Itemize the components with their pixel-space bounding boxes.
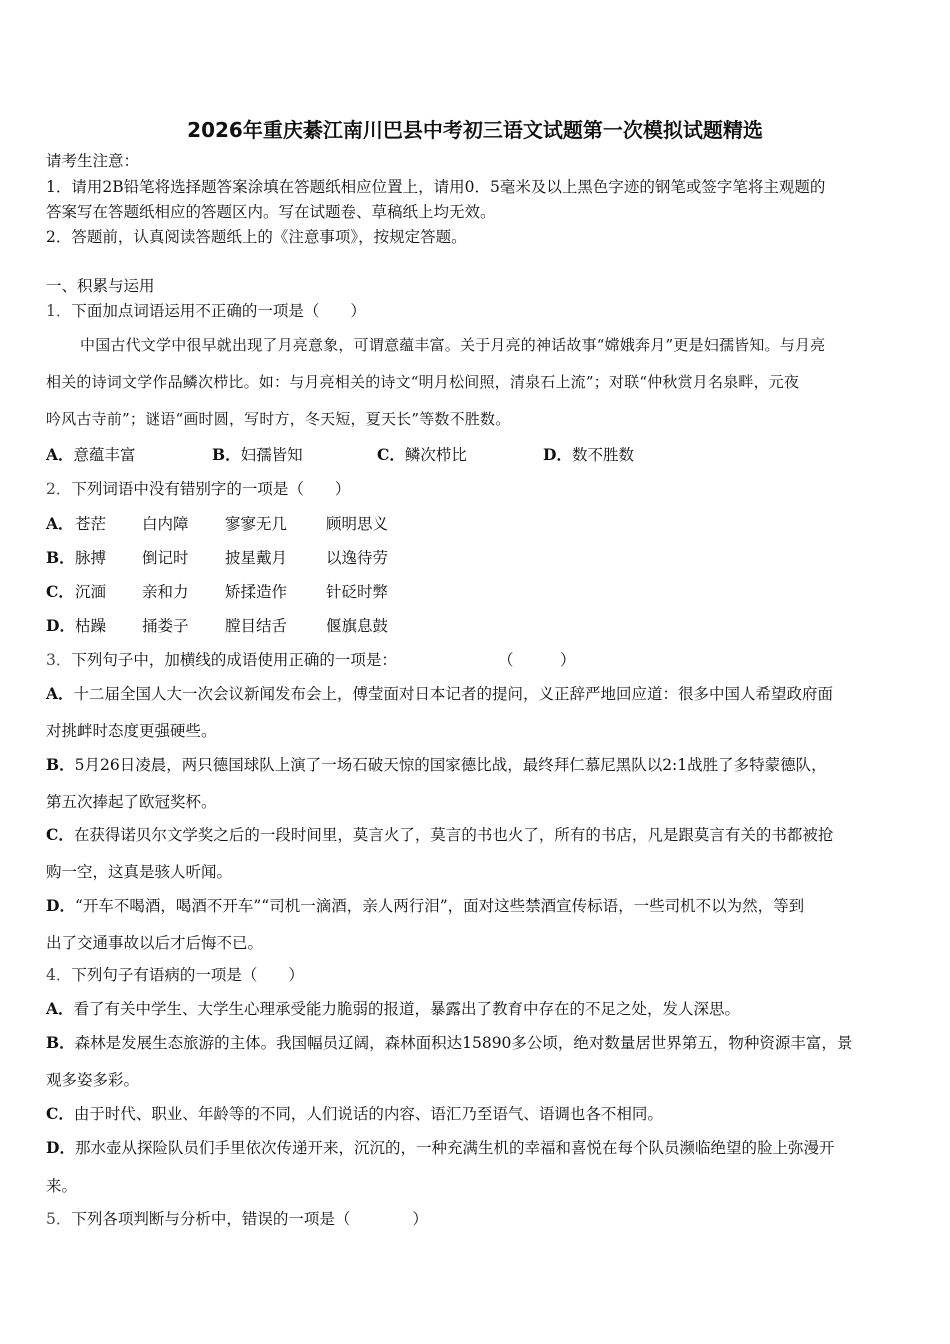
question-3-option-b bbox=[46, 755, 906, 775]
option-text: 妇孺皆知 bbox=[240, 446, 303, 464]
word: 膛目结舌 bbox=[225, 617, 288, 635]
question-number: 4． bbox=[46, 966, 72, 984]
question-3-option-d-cont: 出了交通事故以后才后悔不已。 bbox=[46, 934, 264, 952]
question-number: 2． bbox=[46, 480, 72, 498]
option-key: C． bbox=[377, 445, 405, 464]
option-text: 数不胜数 bbox=[571, 446, 634, 464]
answer-paren: （ ） bbox=[498, 651, 576, 669]
question-number: 3． bbox=[46, 651, 72, 669]
word: 顾明思义 bbox=[326, 515, 389, 533]
option-text: 意蕴丰富 bbox=[73, 446, 136, 464]
notice-heading: 请考生注意： bbox=[46, 152, 140, 170]
option-key: C． bbox=[46, 825, 74, 844]
option-key: B． bbox=[46, 1033, 75, 1052]
option-text: 看了有关中学生、大学生心理承受能力脆弱的报道，暴露出了教育中存在的不足之处，发人深思。 bbox=[73, 1000, 741, 1018]
question-text: 下列词语中没有错别字的一项是（ ） bbox=[71, 480, 351, 498]
word: 苍茫 bbox=[75, 515, 107, 533]
option-key: D． bbox=[46, 1138, 75, 1157]
option-key: A． bbox=[46, 999, 74, 1018]
option-key: B． bbox=[212, 445, 241, 464]
word: 针砭时弊 bbox=[326, 583, 389, 601]
question-4-option-b-cont: 观多姿多彩。 bbox=[46, 1071, 140, 1089]
word: 沉湎 bbox=[75, 583, 107, 601]
word: 寥寥无几 bbox=[225, 515, 288, 533]
option-key: A． bbox=[46, 445, 74, 464]
question-number: 1． bbox=[46, 302, 72, 320]
question-5-stem bbox=[46, 1209, 906, 1229]
option-key: A． bbox=[46, 684, 74, 703]
word: 以逸待劳 bbox=[326, 549, 389, 567]
question-3-option-c bbox=[46, 825, 906, 845]
question-text: 下列句子有语病的一项是（ ） bbox=[71, 966, 304, 984]
question-3-option-b-cont: 第五次捧起了欧冠奖杯。 bbox=[46, 793, 217, 811]
option-text: 十二届全国人大一次会议新闻发布会上，傅莹面对日本记者的提问，义正辞严地回应道：很多中国人希望政府面 bbox=[73, 685, 834, 703]
option-key: D． bbox=[46, 616, 75, 635]
question-4-stem bbox=[46, 965, 906, 985]
option-key: B． bbox=[46, 755, 75, 774]
question-4-option-b bbox=[46, 1033, 906, 1053]
question-4-option-d bbox=[46, 1138, 906, 1158]
option-key: D． bbox=[46, 896, 75, 915]
question-4-option-a bbox=[46, 999, 906, 1019]
option-key: C． bbox=[46, 1104, 74, 1123]
word: 脉搏 bbox=[75, 549, 107, 567]
notice-item-1a: 1．请用2B铅笔将选择题答案涂填在答题纸相应位置上，请用0．5毫米及以上黑色字迹的钢笔或签字笔将主观题的 bbox=[46, 178, 826, 196]
question-3-option-c-cont: 购一空，这真是骇人听闻。 bbox=[46, 863, 233, 881]
option-key: C． bbox=[46, 582, 74, 601]
question-4-option-d-cont: 来。 bbox=[46, 1177, 78, 1195]
word: 捅娄子 bbox=[142, 617, 189, 635]
word: 矫揉造作 bbox=[225, 583, 288, 601]
option-key: B． bbox=[46, 548, 75, 567]
question-4-option-c bbox=[46, 1104, 906, 1124]
option-text: 那水壶从探险队员们手里依次传递开来，沉沉的，一种充满生机的幸福和喜悦在每个队员濒临绝望的脸上弥漫开 bbox=[74, 1139, 835, 1157]
option-text: “开车不喝酒，喝酒不开车”“司机一滴酒，亲人两行泪”，面对这些禁酒宣传标语，一些司机不以为然，等到 bbox=[74, 897, 805, 915]
question-3-option-a-cont: 对挑衅时态度更强硬些。 bbox=[46, 722, 217, 740]
option-key: D． bbox=[543, 445, 572, 464]
word: 白内障 bbox=[142, 515, 189, 533]
notice-item-2: 2．答题前，认真阅读答题纸上的《注意事项》，按规定答题。 bbox=[46, 228, 467, 246]
word: 偃旗息鼓 bbox=[326, 617, 389, 635]
option-text: 在获得诺贝尔文学奖之后的一段时间里，莫言火了，莫言的书也火了，所有的书店，凡是跟莫言有关的书都被抢 bbox=[73, 826, 834, 844]
question-text: 下面加点词语运用不正确的一项是（ ） bbox=[71, 302, 366, 320]
passage-line-3: 吟风古寺前”；谜语“画时圆，写时方，冬天短，夏天长”等数不胜数。 bbox=[46, 410, 511, 428]
question-2-stem bbox=[46, 479, 906, 499]
option-key: A． bbox=[46, 514, 74, 533]
question-text: 下列各项判断与分析中，错误的一项是（ ） bbox=[71, 1210, 428, 1228]
question-3-option-a bbox=[46, 684, 906, 704]
option-text: 5月26日凌晨，两只德国球队上演了一场石破天惊的国家德比战，最终拜仁慕尼黑队以2:1战胜了多特蒙德队， bbox=[74, 756, 827, 774]
passage-line-1: 中国古代文学中很早就出现了月亮意象，可谓意蕴丰富。关于月亮的神话故事“嫦娥奔月”更是妇孺皆知。与月亮 bbox=[80, 336, 826, 354]
question-text: 下列句子中，加横线的成语使用正确的一项是： bbox=[71, 651, 397, 669]
section-heading: 一、积累与运用 bbox=[46, 277, 155, 295]
word: 亲和力 bbox=[142, 583, 189, 601]
word: 披星戴月 bbox=[225, 549, 288, 567]
option-text: 鳞次栉比 bbox=[404, 446, 467, 464]
option-text: 森林是发展生态旅游的主体。我国幅员辽阔，森林面积达15890多公顷，绝对数量居世界第五，物种资源丰富，景 bbox=[74, 1034, 853, 1052]
notice-item-1b: 答案写在答题纸相应的答题区内。写在试题卷、草稿纸上均无效。 bbox=[46, 203, 496, 221]
page-title: 2026年重庆綦江南川巴县中考初三语文试题第一次模拟试题精选 bbox=[187, 118, 763, 142]
word: 倒记时 bbox=[142, 549, 189, 567]
word: 枯躁 bbox=[75, 617, 107, 635]
option-text: 由于时代、职业、年龄等的不同，人们说话的内容、语汇乃至语气、语调也各不相同。 bbox=[73, 1105, 663, 1123]
question-number: 5． bbox=[46, 1210, 72, 1228]
question-1-stem bbox=[46, 301, 906, 321]
question-3-option-d bbox=[46, 896, 906, 916]
question-3-stem bbox=[46, 650, 906, 670]
passage-line-2: 相关的诗词文学作品鳞次栉比。如：与月亮相关的诗文“明月松间照，清泉石上流”；对联“仲秋赏月名泉畔，元夜 bbox=[46, 373, 800, 391]
